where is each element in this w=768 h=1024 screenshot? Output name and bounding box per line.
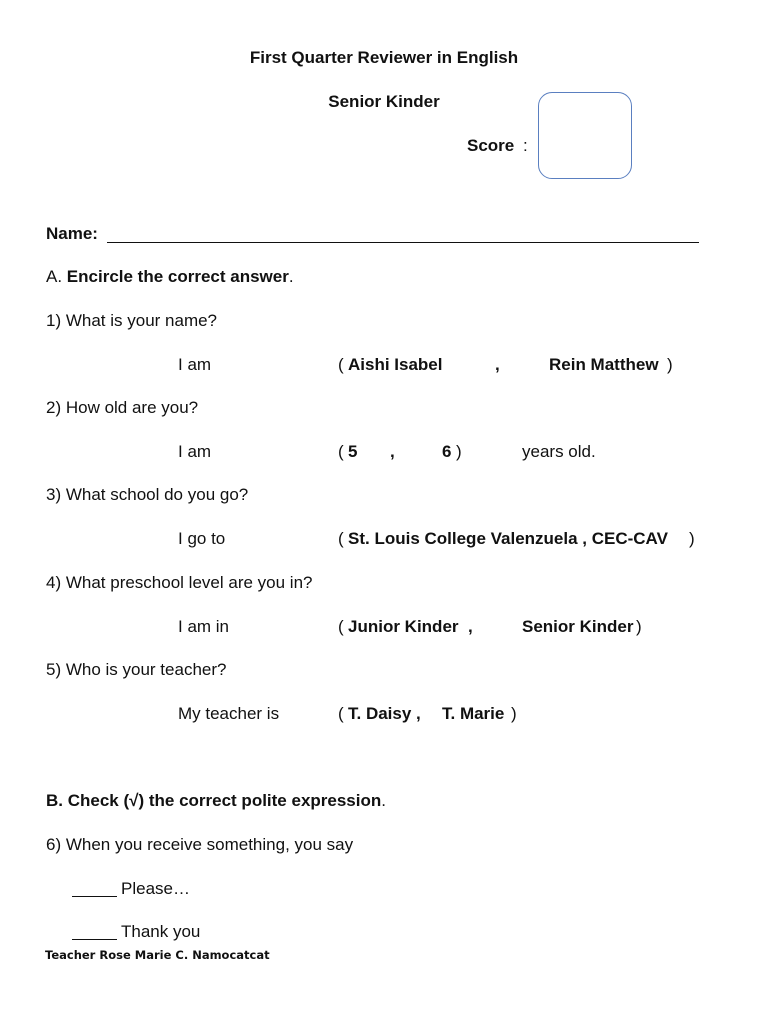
answer-prefix-3: I go to [178, 529, 226, 548]
choice-senior-kinder[interactable]: Senior Kinder [522, 617, 634, 636]
choices-school[interactable]: St. Louis College Valenzuela , CEC-CAV [348, 529, 668, 548]
close-paren-2: ) [456, 442, 462, 461]
check-blank-thank-you[interactable] [72, 939, 117, 940]
check-blank-please[interactable] [72, 896, 117, 897]
close-paren-3: ) [689, 529, 695, 548]
grade-level: Senior Kinder [328, 92, 440, 111]
option-please: Please… [121, 879, 190, 898]
open-paren-2: ( [338, 442, 344, 461]
teacher-footer: Teacher Rose Marie C. Namocatcat [45, 948, 270, 962]
answer-prefix-2: I am [178, 442, 212, 461]
question-3: 3) What school do you go? [46, 485, 249, 504]
choice-t-daisy[interactable]: T. Daisy , [348, 704, 421, 723]
section-b-heading [46, 791, 386, 811]
name-blank-line[interactable] [107, 242, 699, 243]
question-5: 5) Who is your teacher? [46, 660, 227, 679]
open-paren-1: ( [338, 355, 344, 374]
open-paren-4: ( [338, 617, 344, 636]
score-label: Score [467, 136, 515, 155]
section-b-instruction: B. Check (√) the correct polite expression [46, 791, 382, 810]
score-colon: : [523, 136, 528, 155]
comma-2: , [390, 442, 395, 461]
section-a-heading [46, 267, 294, 287]
answer-suffix-2: years old. [522, 442, 596, 461]
close-paren-5: ) [511, 704, 517, 723]
choice-aishi-isabel[interactable]: Aishi Isabel [348, 355, 443, 374]
worksheet-title: First Quarter Reviewer in English [249, 48, 519, 67]
section-a-period: . [288, 267, 294, 286]
answer-prefix-4: I am in [178, 617, 230, 636]
question-2: 2) How old are you? [46, 398, 199, 417]
choice-rein-matthew[interactable]: Rein Matthew [549, 355, 659, 374]
open-paren-5: ( [338, 704, 344, 723]
comma-4: , [468, 617, 473, 636]
section-b-period: . [381, 791, 386, 810]
score-box[interactable] [538, 92, 632, 179]
answer-prefix-1: I am [178, 355, 212, 374]
answer-prefix-5: My teacher is [178, 704, 280, 723]
choice-5[interactable]: 5 [348, 442, 358, 461]
name-label: Name: [46, 224, 98, 243]
option-thank-you: Thank you [121, 922, 201, 941]
open-paren-3: ( [338, 529, 344, 548]
choice-6[interactable]: 6 [442, 442, 452, 461]
choice-junior-kinder[interactable]: Junior Kinder [348, 617, 459, 636]
question-6: 6) When you receive something, you say [46, 835, 354, 854]
section-a-letter: A. [46, 267, 63, 286]
section-a-instruction: Encircle the correct answer [66, 267, 289, 286]
comma-1: , [495, 355, 500, 374]
close-paren-4: ) [636, 617, 642, 636]
choice-t-marie[interactable]: T. Marie [442, 704, 505, 723]
question-4: 4) What preschool level are you in? [46, 573, 313, 592]
question-1: 1) What is your name? [46, 311, 218, 330]
close-paren-1: ) [667, 355, 673, 374]
